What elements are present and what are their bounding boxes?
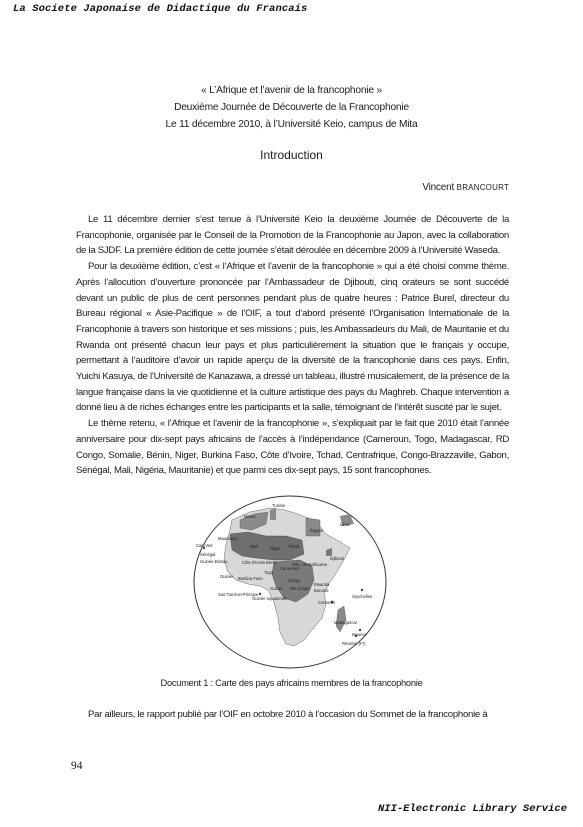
article-subtitle: Deuxième Journée de Découverte de la Francophonie [174,102,409,113]
journal-header: La Societe Japonaise de Didactique du Francais [13,3,308,15]
label-cameroun: Cameroun [280,566,300,571]
label-cotedivoire: Côte d'Ivoire [242,560,266,565]
label-benin: Bénin [266,560,277,565]
label-senegal: Sénégal [200,552,216,557]
label-tchad: Tchad [288,544,300,549]
saotome-dot [259,593,261,595]
label-gabon: Gabon [270,586,283,591]
label-burundi: Burundi [314,588,329,593]
label-madagascar: Madagascar [334,620,358,625]
label-maurice: Maurice [352,632,367,637]
label-centrafrique: Rép. centrafricaine [292,562,328,567]
label-niger: Niger [270,546,281,551]
paragraph-1: Le 11 décembre dernier s’est tenue à l’Université Keio la deuxième Journée de Découverte de la Francophonie, organisée par le Conseil de la Promotion de la Francophonie au Japon, avec la collaboration de la SJDF. La première édition de cette journée s’était déroulée en décembre 2009 à l’Université Waseda. [76,214,509,257]
label-tunisie: Tunisie [272,503,286,508]
label-comores: Comores [318,600,335,605]
label-egypte: Égypte [310,528,324,533]
body-text [76,212,509,479]
footer-source: NII-Electronic Library Service [377,803,567,815]
egypt-region [306,518,320,536]
section-title: Introduction [260,148,323,162]
label-reunion: Réunion (Fr) [342,641,366,646]
paragraph-4: Par ailleurs, le rapport publié par l’OIF en octobre 2010 à l’occasion du Sommet de la francophonie à [88,709,488,720]
article-title: « L’Afrique et l’avenir de la francophonie » [201,85,382,96]
author-first-name: Vincent [422,182,457,193]
figure-caption: Document 1 : Carte des pays africains membres de la francophonie [160,678,423,688]
article-date-venue: Le 11 décembre 2010, à l’Université Keio, campus de Mita [165,119,418,130]
label-saotome: Sao Tomé-et-Principe [218,592,259,597]
label-mauritanie: Mauritanie [218,536,238,541]
maurice-dot [359,629,361,631]
label-guineeeq: Guinée équatoriale [252,596,288,601]
label-togo: Togo [264,570,274,575]
paragraph-2: Pour la deuxième édition, c’est « l’Afrique et l’avenir de la francophonie » qui a été choisi comme thème. Après l’allocution d’ouverture prononcée par l’Ambassadeur de Djibouti, cinq orateurs se sont succédé devant un public de plus de cent personnes pendant plus de quatre heures : Patrice Burel, directeur du Bureau régional « Asie-Pacifique » de l’OIF, a tout d’abord présenté l’Organisation Internationale de la Francophonie à travers son historique et ses missions ; puis, les Ambassadeurs du Mali, de Mauritanie et du Rwanda ont présenté chacun leur pays et plus particulièrement la situation que le français y occupe, permettant à l’auditoire d’avoir un rapide aperçu de la diversité de la francophonie dans ces pays. Enfin, Yuichi Kasuya, de l’Université de Kanazawa, a dressé un tableau, illustré musicalement, de la présence de la langue française dans la vie quotidienne et la culture artistique des pays du Maghreb. Chaque intervention a donné lieu à de riches échanges entre les participants et la salle, témoignant de l’intérêt suscité par le sujet. [76,261,509,414]
label-rwanda: Rwanda [314,582,330,587]
label-maroc: Maroc [244,514,256,519]
africa-francophonie-map [190,490,390,670]
author-last-name: BRANCOURT [456,183,509,192]
seychelles-dot [361,589,363,591]
tunisia-region [270,508,276,520]
label-guineebissau: Guinée-Bissau [200,559,228,564]
page-number: 94 [71,760,83,772]
label-seychelles: Seychelles [352,594,373,599]
label-capvert: Cap-Vert [196,543,213,548]
label-mali: Mali [250,544,258,549]
paragraph-3: Le thème retenu, « l’Afrique et l’avenir de la francophonie », s’expliquait par le fait que 2010 était l’année anniversaire pour dix-sept pays africains de l’accès à l’indépendance (Cameroun, Togo, Madagascar, RD Congo, Somalie, Bénin, Niger, Burkina Faso, Côte d’Ivoire, Tchad, Centrafrique, Congo-Brazzaville, Gabon, Sénégal, Mali, Nigéria, Mauritanie) et que parmi ces dix-sept pays, 15 sont francophones. [76,418,509,477]
label-guinee: Guinée [220,574,234,579]
label-burkina: Burkina Faso [238,576,263,581]
author-name [422,182,509,193]
label-rdcongo: RD Congo [290,586,310,591]
label-liban: Liban [340,522,351,527]
label-congo: Congo [288,578,301,583]
article-title-block [0,82,583,133]
label-djibouti: Djibouti [330,556,344,561]
